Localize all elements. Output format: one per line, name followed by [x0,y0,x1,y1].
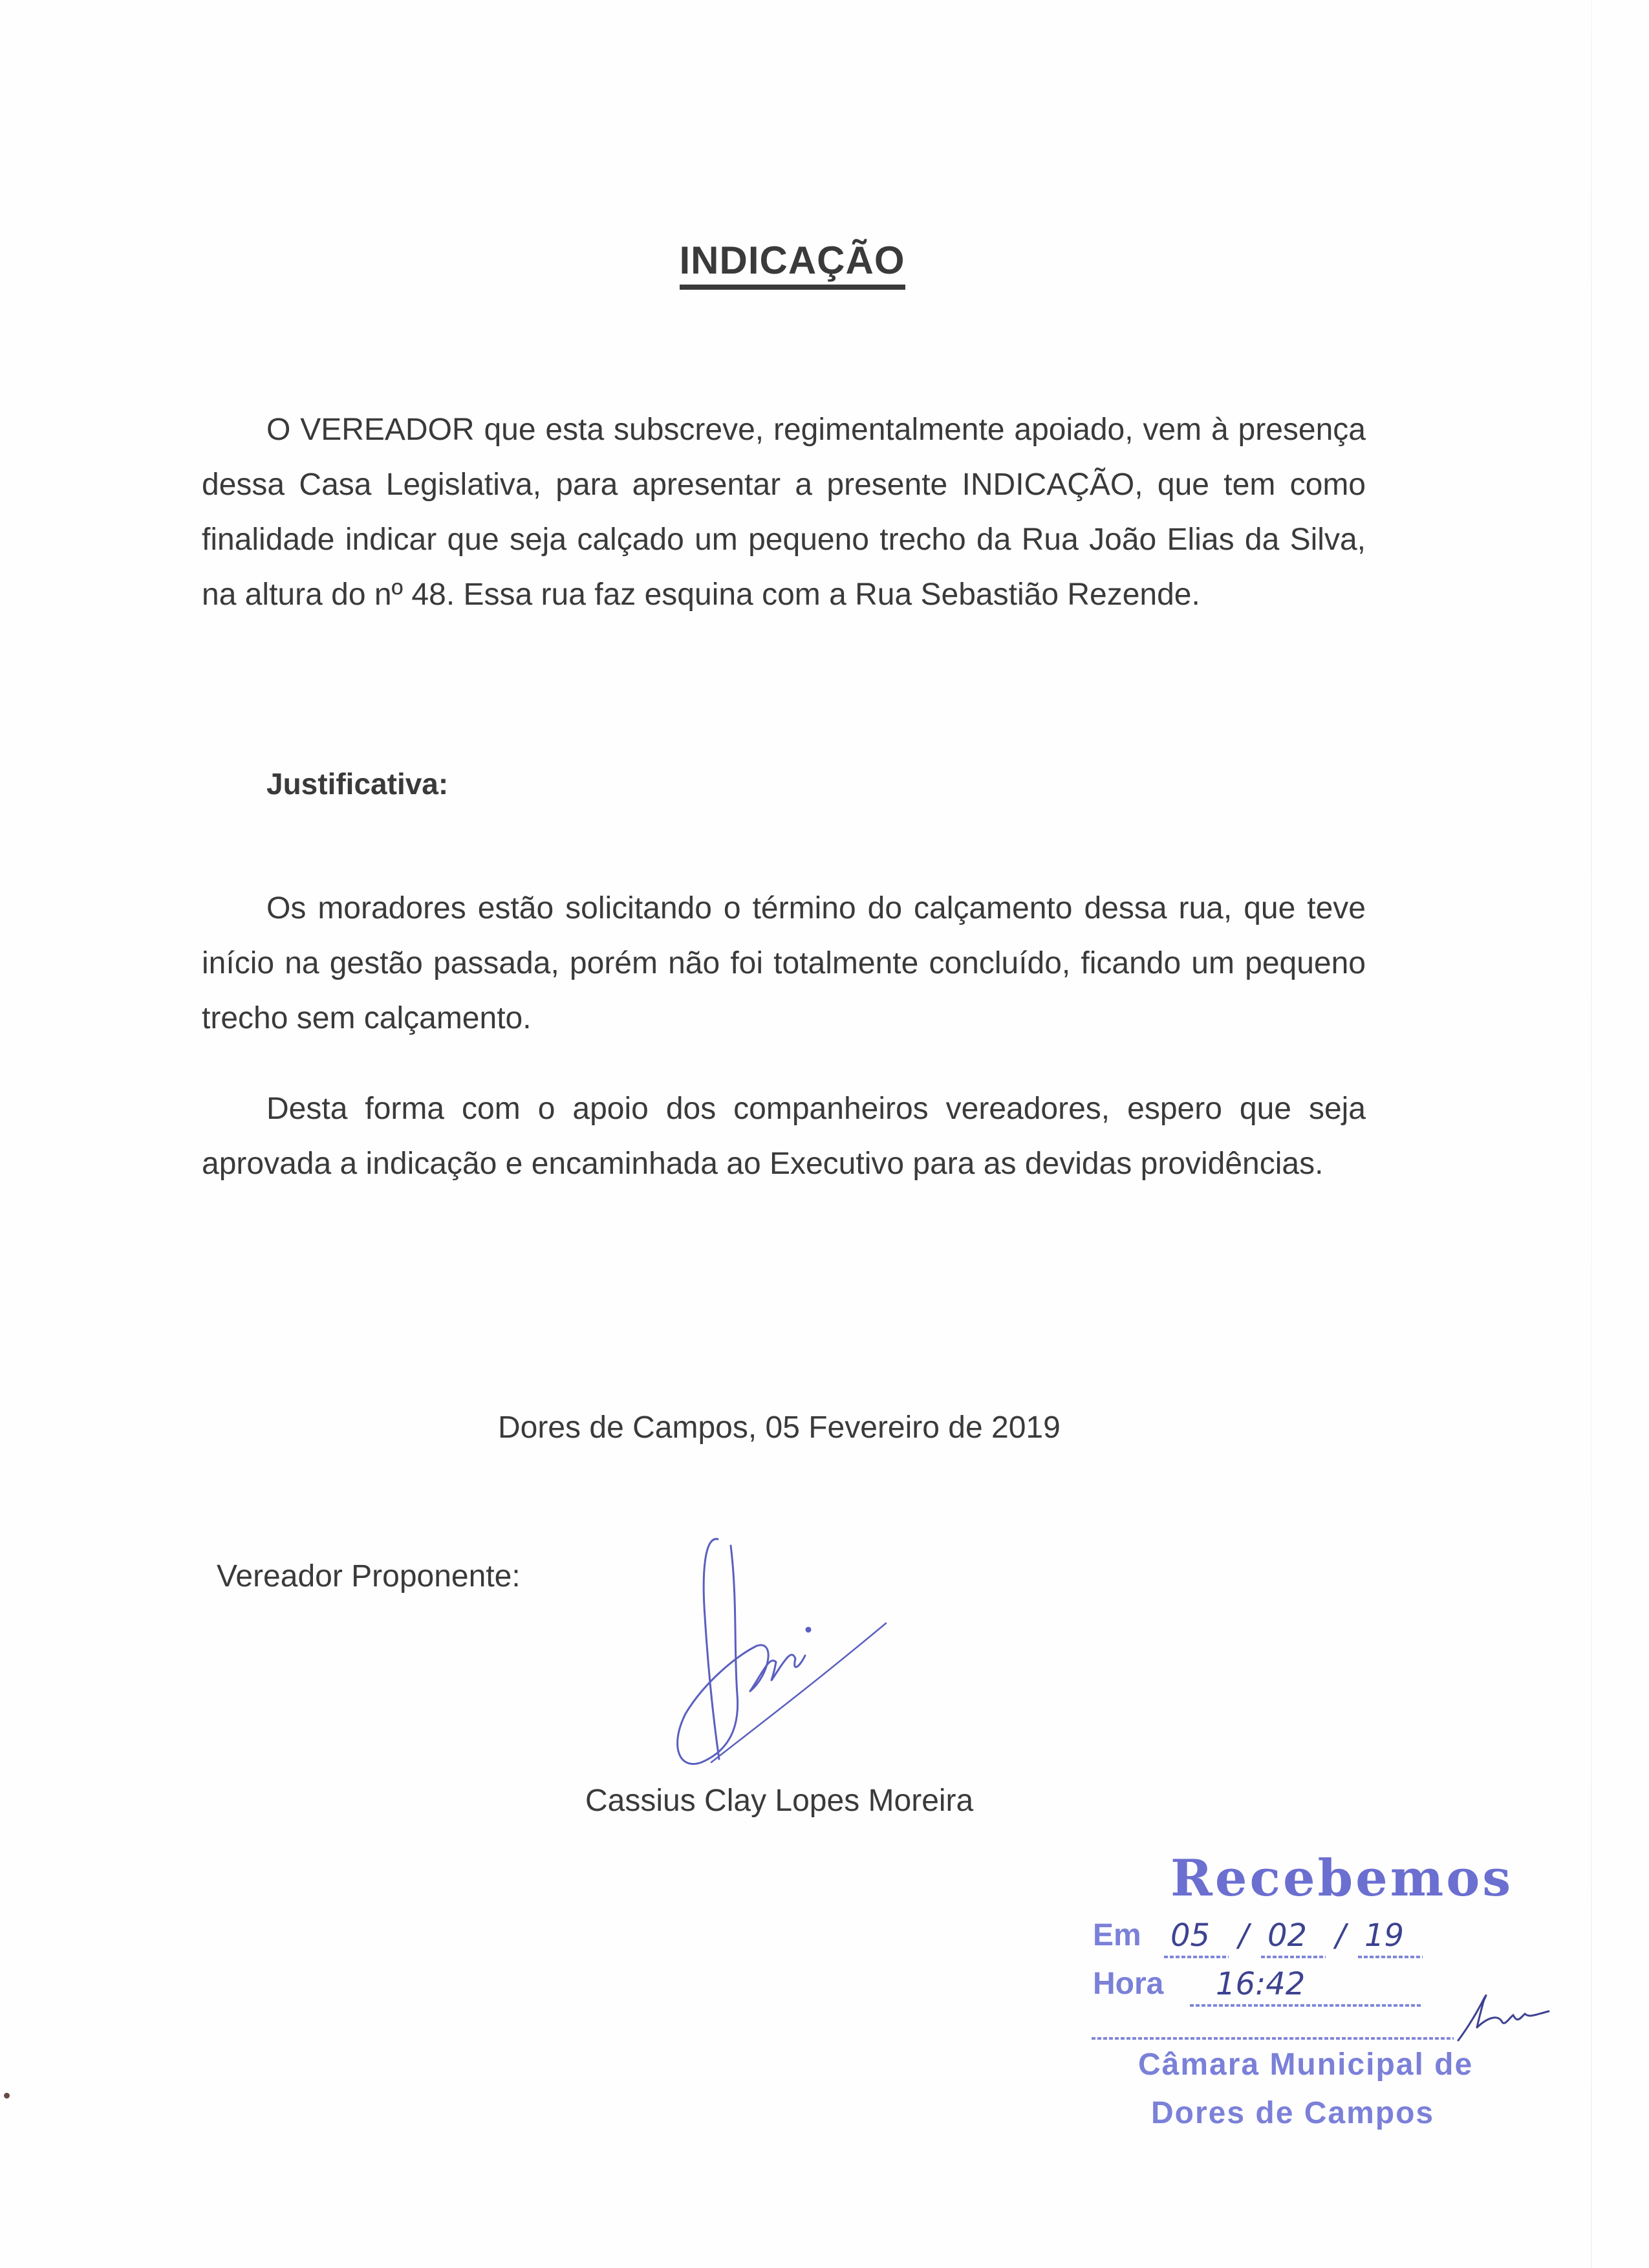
stamp-date-month: 02 [1267,1917,1308,1954]
stamp-date-line-year [1358,1956,1423,1958]
stamp-time-value: 16:42 [1216,1966,1306,2002]
intro-paragraph: O VEREADOR que esta subscreve, regimentalmente apoiado, vem à presença dessa Casa Legislativa, para apresentar a presente INDICAÇÃO, que tem como finalidade indicar que seja calçado um pequeno trecho da Rua João Elias da Silva, na altura do nº 48. Essa rua faz esquina com a Rua Sebastião Rezende. [202,413,1366,612]
justification-paragraph-1: Os moradores estão solicitando o término do calçamento dessa rua, que teve início na gestão passada, porém não foi totalmente concluído, ficando um pequeno trecho sem calçamento. [202,891,1366,1035]
scan-fold-line [1591,0,1592,2268]
stamp-time-label: Hora [1093,1967,1164,2001]
stamp-date-line-month [1261,1956,1326,1958]
stamp-time-line [1190,2004,1423,2007]
received-stamp [1067,1837,1558,2173]
scan-speck [4,2093,10,2099]
stamp-signature-line [1092,2037,1454,2040]
stamp-date-sep-1: / [1238,1917,1249,1954]
stamp-date-line-day [1164,1956,1229,1958]
stamp-date-day: 05 [1170,1917,1211,1954]
signer-name: Cassius Clay Lopes Moreira [585,1784,974,1818]
document-title [0,238,1584,283]
stamp-date-sep-2: / [1335,1917,1346,1954]
place-date: Dores de Campos, 05 Fevereiro de 2019 [498,1410,1061,1445]
signature-stroke-letters [750,1655,805,1691]
stamp-title: Recebemos [1170,1849,1514,1908]
stamp-institution-line-1: Câmara Municipal de [1138,2047,1474,2082]
signature-stroke-loop [704,1539,719,1759]
signature-stroke-curve [678,1546,769,1764]
stamp-clerk-signature [1455,1992,1552,2044]
justification-heading: Justificativa: [266,767,449,801]
stamp-date-label: Em [1093,1918,1141,1952]
document-title-text: INDICAÇÃO [680,239,905,290]
stamp-institution-line-2: Dores de Campos [1151,2096,1435,2130]
handwritten-signature [640,1526,951,1778]
signature-dot [806,1628,810,1632]
justification-paragraph-2: Desta forma com o apoio dos companheiros vereadores, espero que seja aprovada a indicação e encaminhada ao Executivo para as devidas providências. [202,1092,1366,1181]
stamp-date-year: 19 [1364,1917,1405,1954]
proponent-label: Vereador Proponente: [217,1559,521,1593]
